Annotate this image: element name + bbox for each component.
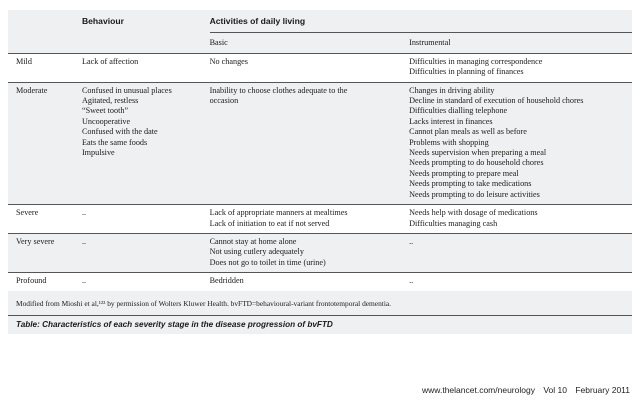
basic-cell	[210, 233, 410, 272]
table-grid	[8, 10, 632, 291]
cell-line: Needs prompting to prepare meal	[409, 168, 519, 178]
cell-line: Decline in standard of execution of household chores	[409, 96, 584, 106]
header-basic: Basic	[210, 33, 410, 53]
cell-line: Difficulties managing cash	[409, 218, 498, 228]
cell-line: Difficulties dialling telephone	[409, 106, 508, 116]
page-footer	[416, 385, 630, 395]
header-row-2	[8, 33, 632, 53]
cell-line: Needs prompting to do leisure activities	[409, 189, 540, 199]
cell-line: ..	[409, 276, 414, 286]
instrumental-cell	[409, 233, 632, 272]
cell-line: Needs supervision when preparing a meal	[409, 148, 547, 158]
cell-line: Inability to choose clothes adequate to the	[209, 85, 348, 95]
cell-line: Needs help with dosage of medications	[409, 208, 538, 218]
table-note: Modified from Mioshi et al,¹²³ by permission of Wolters Kluwer Health. bvFTD=behavioural-variant frontotemporal dementia.	[16, 298, 392, 308]
cell-line: Lacks interest in finances	[409, 116, 493, 126]
cell-line: ..	[81, 276, 87, 286]
behaviour-cell	[82, 273, 210, 291]
table-row	[8, 273, 632, 291]
cell-line: Lack of affection	[81, 56, 139, 66]
header-row-1	[8, 10, 632, 33]
cell-line: Lack of appropriate manners at mealtimes	[209, 208, 348, 218]
cell-line: occasion	[209, 96, 239, 106]
header-empty-stage	[8, 33, 82, 53]
basic-cell	[210, 273, 410, 291]
cell-line: Confused in unusual places	[81, 85, 172, 95]
stage-cell: Severe	[8, 205, 82, 234]
table-row	[8, 53, 632, 82]
behaviour-cell	[82, 233, 210, 272]
footer-url[interactable]: www.thelancet.com/neurology	[422, 385, 535, 395]
cell-line: Needs prompting to do household chores	[409, 158, 544, 168]
cell-line: Needs prompting to take medications	[409, 179, 532, 189]
cell-line: Lack of initiation to eat if not served	[209, 218, 330, 228]
cell-line: ..	[409, 236, 414, 246]
cell-line: Eats the same foods	[81, 137, 148, 147]
cell-line: “Sweet tooth”	[81, 106, 129, 116]
table-row	[8, 233, 632, 272]
stage-cell: Mild	[8, 53, 82, 82]
table-row	[8, 205, 632, 234]
behaviour-cell	[82, 53, 210, 82]
severity-table	[8, 10, 632, 334]
cell-line: No changes	[209, 56, 248, 66]
footer-date: February 2011	[575, 385, 630, 395]
cell-line: Agitated, restless	[81, 96, 139, 106]
behaviour-cell	[82, 82, 210, 204]
cell-line: Does not go to toilet in time (urine)	[209, 257, 326, 267]
cell-line: Cannot stay at home alone	[209, 236, 297, 246]
basic-cell	[210, 53, 410, 82]
instrumental-cell	[409, 82, 632, 204]
basic-cell	[210, 82, 410, 204]
cell-line: Impulsive	[81, 148, 115, 158]
cell-line: Problems with shopping	[409, 137, 489, 147]
stage-cell: Very severe	[8, 233, 82, 272]
header-adl: Activities of daily living	[209, 16, 306, 26]
cell-line: Difficulties in planning of finances	[409, 67, 524, 77]
cell-line: Confused with the date	[81, 127, 158, 137]
cell-line: ..	[81, 208, 87, 218]
table-caption: Table: Characteristics of each severity stage in the disease progression of bvFTD	[8, 315, 632, 334]
cell-line: Not using cutlery adequately	[209, 247, 304, 257]
cell-line: Changes in driving ability	[409, 85, 495, 95]
cell-line: Uncooperative	[81, 116, 131, 126]
header-stage	[8, 10, 82, 33]
header-instrumental: Instrumental	[409, 33, 632, 53]
table-row	[8, 82, 632, 204]
cell-line: Bedridden	[209, 276, 244, 286]
header-empty-behaviour	[82, 33, 210, 53]
header-behaviour: Behaviour	[81, 16, 124, 26]
instrumental-cell	[409, 205, 632, 234]
instrumental-cell	[409, 273, 632, 291]
cell-line: ..	[81, 236, 87, 246]
cell-line: Difficulties in managing correspondence	[409, 56, 543, 66]
stage-cell: Profound	[8, 273, 82, 291]
cell-line: Cannot plan meals as well as before	[409, 127, 527, 137]
footer-volume: Vol 10	[543, 385, 567, 395]
behaviour-cell	[82, 205, 210, 234]
instrumental-cell	[409, 53, 632, 82]
basic-cell	[210, 205, 410, 234]
stage-cell: Moderate	[8, 82, 82, 204]
